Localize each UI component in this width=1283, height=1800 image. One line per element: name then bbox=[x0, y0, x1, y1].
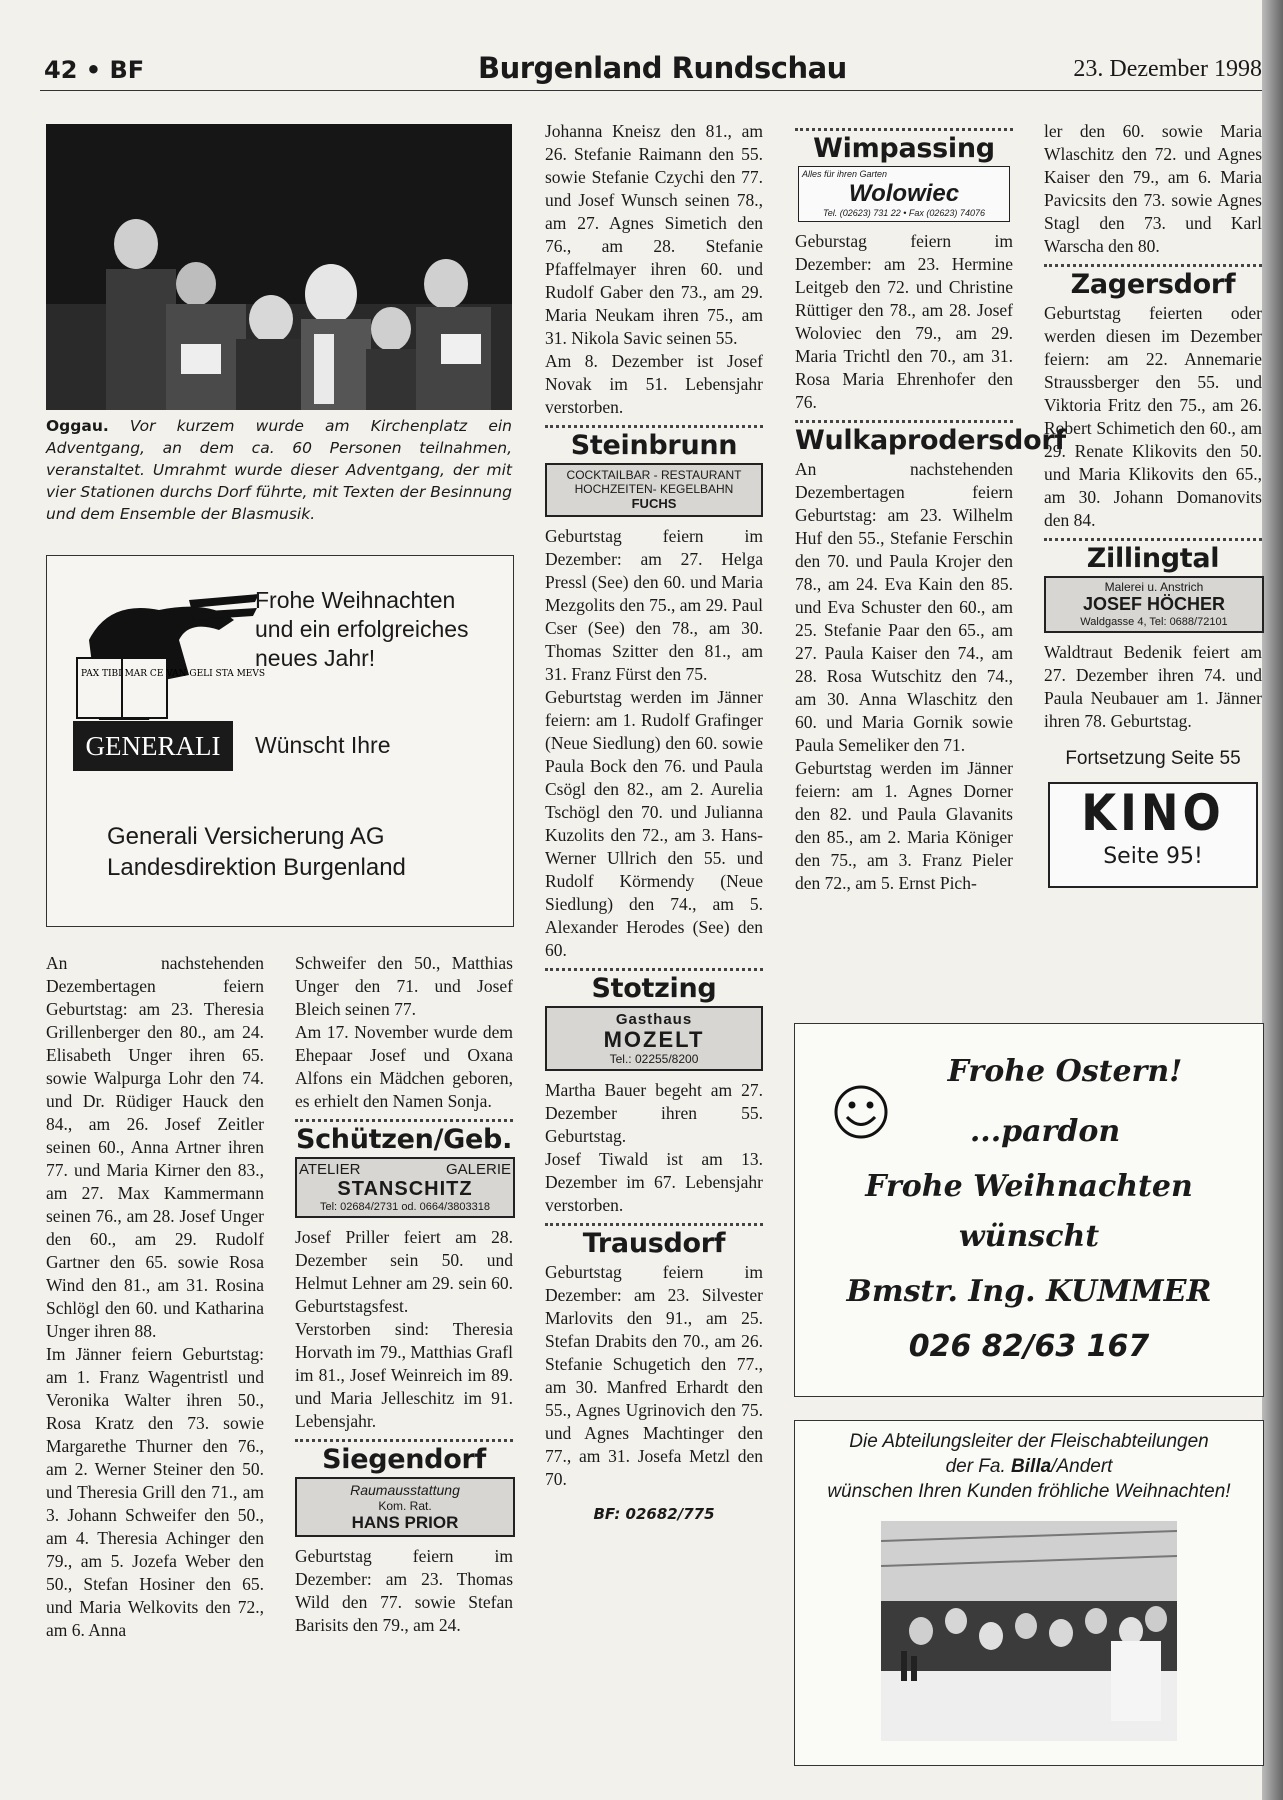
ad-mozelt-line1: Gasthaus bbox=[615, 1011, 693, 1028]
dotted-divider bbox=[1044, 264, 1262, 267]
billa-line-1: Die Abteilungsleiter der Fleischabteilungen bbox=[849, 1431, 1209, 1452]
ad-fuchs-line1: COCKTAILBAR - RESTAURANT bbox=[566, 468, 742, 482]
right-edge-shadow bbox=[1262, 0, 1283, 1800]
ad-hoecher-line1: Malerei u. Anstrich bbox=[1104, 580, 1204, 594]
photo-people-illustration bbox=[46, 124, 512, 410]
kummer-ad bbox=[794, 1023, 1264, 1397]
ad-mozelt-name: MOZELT bbox=[603, 1027, 705, 1052]
ad-fuchs-name: FUCHS bbox=[631, 496, 677, 511]
kummer-line-5: Bmstr. Ing. KUMMER bbox=[846, 1274, 1212, 1309]
col3-paragraph-5: Martha Bauer begeht am 27. Dezember ihren 55. Geburtstag. bbox=[545, 1080, 763, 1146]
kummer-line-6: 026 82/63 167 bbox=[908, 1329, 1150, 1364]
ad-mozelt-tel: Tel.: 02255/8200 bbox=[609, 1052, 699, 1066]
column-4 bbox=[795, 120, 1066, 895]
generali-logo-text: GENERALI bbox=[85, 731, 221, 761]
generali-greeting-1: Frohe Weihnachten bbox=[255, 587, 456, 613]
col1-paragraph-2: Im Jänner feiern Geburtstag: am 1. Franz Wagentristl und Veronika Walter ihren 50., Rosa Kratz den 73. sowie Margarethe Thurner den 76., am 2. Werner Steiner den 50. und Theresia Grill den 71., am 3. Johann Schweifer den 50., am 4. Theresia Achinger den 79., am 5. Jozefa Weber den 50., Stefan Hosiner den 65. und Maria Welkovits den 72., am 6. Anna bbox=[46, 1344, 264, 1640]
generali-logo-box bbox=[73, 721, 233, 771]
col2-paragraph-4: Verstorben sind: Theresia Horvath im 79., Matthias Grafl im 81., Josef Weinreich im 89. und Maria Jelleschitz im 91. Lebensjahr. bbox=[295, 1319, 513, 1431]
ad-hans-prior bbox=[295, 1477, 515, 1537]
caption-place: Oggau. bbox=[46, 417, 109, 435]
kino-logo: KINO bbox=[1081, 784, 1225, 842]
dotted-divider bbox=[795, 420, 1013, 423]
col3-paragraph-1: Johanna Kneisz den 81., am 26. Stefanie Raimann den 55. sowie Stefanie Czychi den 77. und Josef Wunsch seinen 78., am 27. Agnes Simetich den 76., am 28. Stefanie Pfaffelmayer ihren 60. und Rudolf Gaber den 73., am 29. Maria Neukam ihren 75., am 31. Nikola Savic seinen 55. bbox=[545, 121, 763, 348]
kummer-line-4: wünscht bbox=[958, 1219, 1100, 1254]
issue-date: 23. Dezember 1998 bbox=[1073, 56, 1262, 82]
ad-fuchs bbox=[545, 463, 763, 517]
dotted-divider bbox=[295, 1439, 513, 1442]
smiley-icon bbox=[833, 1084, 889, 1140]
generali-ad bbox=[46, 555, 514, 927]
billa-line-3: wünschen Ihren Kunden fröhliche Weihnachten! bbox=[827, 1481, 1231, 1502]
generali-wish: Wünscht Ihre bbox=[255, 732, 391, 758]
photo-caption bbox=[46, 415, 512, 525]
ad-prior-name: HANS PRIOR bbox=[351, 1513, 459, 1532]
ad-stanschitz-tel: Tel: 02684/2731 od. 0664/3803318 bbox=[319, 1201, 491, 1213]
heading-steinbrunn: Steinbrunn bbox=[570, 430, 738, 461]
heading-schuetzen: Schützen/Geb. bbox=[295, 1124, 513, 1155]
book-text: PAX TIBI MAR CE VAN GELI STA MEVS bbox=[81, 669, 266, 679]
kino-box bbox=[1048, 782, 1258, 888]
ad-wolowiec-tel: Tel. (02623) 731 22 • Fax (02623) 74076 bbox=[823, 208, 985, 218]
kummer-line-2: ...pardon bbox=[969, 1114, 1121, 1149]
column-3 bbox=[545, 120, 763, 1526]
col3-paragraph-6: Josef Tiwald ist am 13. Dezember im 67. Lebensjahr verstorben. bbox=[545, 1149, 763, 1215]
ad-fuchs-line2: HOCHZEITEN- KEGELBAHN bbox=[574, 482, 734, 496]
billa-photo-illustration bbox=[881, 1521, 1177, 1741]
ad-stanschitz-atelier: ATELIER bbox=[299, 1161, 361, 1178]
ad-wolowiec bbox=[798, 166, 1010, 222]
column-2 bbox=[295, 952, 513, 1637]
col4-paragraph-2: An nachstehenden Dezembertagen feiern Geburtstag: am 23. Wilhelm Huf den 55., Stefanie Ferschin den 70. und Paula Krojer den 78., am 24. Eva Kain den 85. und Eva Schuster den 60., am 25. Stefanie Paar den 65., am 27. Paula Kaiser den 74., am 28. Rosa Wutschitz den 74., am 30. Anna Wlaschitz den 60. und Maria Gornik sowie Paula Semeliker den 71. bbox=[795, 459, 1013, 755]
kino-page: Seite 95! bbox=[1103, 844, 1203, 869]
kummer-line-3: Frohe Weihnachten bbox=[865, 1169, 1193, 1204]
generali-company-2: Landesdirektion Burgenland bbox=[107, 854, 406, 881]
dotted-divider bbox=[295, 1119, 513, 1122]
col2-paragraph-1: Schweifer den 50., Matthias Unger den 71. und Josef Bleich seinen 77. bbox=[295, 953, 513, 1019]
kummer-line-1: Frohe Ostern! bbox=[947, 1054, 1183, 1089]
column-5 bbox=[1044, 120, 1262, 888]
col3-paragraph-4: Geburtstag werden im Jänner feiern: am 1. Rudolf Grafinger (Neue Siedlung) den 60. sowie Paula Bock den 76. und Paula Csögl den 82., am 2. Aurelia Tschögl den 70. und Julianna Kuzolits den 72., am 3. Hans-Werner Ullrich den 55. und Rudolf Körmendy (Neue Siedlung) den 74., am 5. Alexander Herodes (See) den 60. bbox=[545, 687, 763, 960]
col2-paragraph-2: Am 17. November wurde dem Ehepaar Josef und Oxana Alfons ein Mädchen geboren, es erhielt den Namen Sonja. bbox=[295, 1022, 513, 1111]
col2-paragraph-5: Geburtstag feiern im Dezember: am 23. Thomas Wild den 77. sowie Stefan Barisits den 79., am 24. bbox=[295, 1546, 513, 1635]
billa-brand: Billa bbox=[1011, 1456, 1052, 1477]
ad-prior-line2: Kom. Rat. bbox=[378, 1499, 432, 1513]
billa-line-2 bbox=[795, 1454, 1263, 1479]
generali-greeting-2: und ein erfolgreiches bbox=[255, 616, 469, 642]
heading-siegendorf: Siegendorf bbox=[322, 1444, 486, 1475]
generali-company-1: Generali Versicherung AG bbox=[107, 823, 385, 850]
heading-zagersdorf: Zagersdorf bbox=[1070, 269, 1236, 300]
ad-mozelt bbox=[545, 1006, 763, 1071]
generali-greeting-3: neues Jahr! bbox=[255, 645, 376, 671]
newspaper-title: Burgenland Rundschau bbox=[478, 51, 847, 85]
header-dot: • bbox=[85, 56, 102, 84]
photo-adventgang bbox=[46, 124, 512, 410]
page-header bbox=[40, 50, 1262, 91]
dotted-divider bbox=[795, 128, 1013, 131]
col1-paragraph-1: An nachstehenden Dezembertagen feiern Geburtstag: am 23. Theresia Grillenberger den 80., am 24. Elisabeth Unger ihren 65. sowie Walpurga Lohr den 74. und Dr. Rüdiger Hauck den 84., am 26. Josef Zeitler seinen 60., Anna Artner ihren 77. und Maria Kirner den 83., am 27. Max Kammermann seinen 76., am 28. Josef Unger den 60., am 29. Rudolf Gartner den 65. sowie Rosa Wind den 81., am 31. Rosina Schlögl den 60. und Katharina Unger ihren 88. bbox=[46, 953, 264, 1341]
generali-lion-logo bbox=[69, 580, 269, 730]
col3-paragraph-7: Geburtstag feiern im Dezember: am 23. Silvester Marlovits den 91., am 25. Stefan Drabits den 70., am 26. Stefanie Schugetich den 77., am 30. Manfred Erhardt den 55., Agnes Ugrinovich den 75. und Agnes Machtinger den 77., am 31. Josefa Metzl den 70. bbox=[545, 1262, 763, 1489]
billa-group-photo bbox=[881, 1521, 1177, 1741]
section-code: BF bbox=[109, 56, 145, 84]
col3-paragraph-2: Am 8. Dezember ist Josef Novak im 51. Lebensjahr verstorben. bbox=[545, 351, 763, 417]
column-oggau-births bbox=[46, 952, 264, 1642]
col5-paragraph-1: ler den 60. sowie Maria Wlaschitz den 72. und Agnes Kaiser den 79., am 6. Maria Pavicsits den 73. sowie Agnes Stagl den 73. und Karl Warscha den 80. bbox=[1044, 121, 1262, 256]
heading-zillingtal: Zillingtal bbox=[1086, 543, 1220, 574]
col3-paragraph-3: Geburtstag feiern im Dezember: am 27. Helga Pressl (See) den 60. und Maria Mezgolits den 75., am 29. Paul Cser (See) den 78., am 30. Thomas Szitter den 81., am 31. Franz Fürst den 75. bbox=[545, 526, 763, 684]
continuation-note: Fortsetzung Seite 55 bbox=[1065, 748, 1241, 769]
billa-line-2-pre: der Fa. bbox=[945, 1456, 1006, 1477]
dotted-divider bbox=[545, 425, 763, 428]
dotted-divider bbox=[545, 1223, 763, 1226]
ad-stanschitz bbox=[295, 1157, 515, 1218]
billa-ad bbox=[794, 1420, 1264, 1766]
billa-line-2-post: /Andert bbox=[1051, 1456, 1113, 1477]
caption-text: Vor kurzem wurde am Kirchenplatz ein Adventgang, an dem ca. 60 Personen teilnahmen, veranstaltet. Umrahmt wurde dieser Adventgang, der mit vier Stationen durchs Dorf führte, mit Texten der Besinnung und dem Ensemble der Blasmusik. bbox=[46, 417, 512, 523]
footer-phone: BF: 02682/775 bbox=[593, 1505, 715, 1523]
dotted-divider bbox=[1044, 538, 1262, 541]
col5-paragraph-3: Waldtraut Bedenik feiert am 27. Dezember ihren 74. und Paula Neubauer am 1. Jänner ihren 78. Geburtstag. bbox=[1044, 642, 1262, 731]
heading-trausdorf: Trausdorf bbox=[582, 1228, 726, 1259]
ad-prior-line1: Raumausstattung bbox=[350, 1482, 460, 1498]
ad-hoecher-name: JOSEF HÖCHER bbox=[1082, 594, 1226, 614]
col4-paragraph-3: Geburtstag werden im Jänner feiern: am 1. Agnes Dorner den 82. und Paula Glavanits den 85., am 2. Maria Königer den 75., am 3. Franz Pieler den 72., am 5. Ernst Pich- bbox=[795, 758, 1013, 893]
ad-stanschitz-galerie: GALERIE bbox=[445, 1161, 511, 1178]
page-number: 42 bbox=[44, 56, 78, 84]
ad-hoecher bbox=[1044, 576, 1264, 633]
heading-stotzing: Stotzing bbox=[591, 973, 717, 1004]
col5-paragraph-2: Geburtstag feierten oder werden diesen im Dezember feiern: am 22. Annemarie Straussberger den 55. und Viktoria Fritz den 75., am 26. Robert Schimetich den 60., am 29. Renate Klikovits den 50. und Maria Klikovits den 65., am 30. Johann Domanovits den 84. bbox=[1044, 303, 1262, 530]
heading-wimpassing: Wimpassing bbox=[813, 133, 995, 164]
col4-paragraph-1: Geburstag feiern im Dezember: am 23. Hermine Leitgeb den 72. und Christine Rüttiger den 78., am 28. Josef Woloviec den 79., am 29. Maria Trichtl den 70., am 31. Rosa Maria Ehrenhofer den 76. bbox=[795, 231, 1013, 412]
ad-wolowiec-name: Wolowiec bbox=[848, 180, 960, 207]
heading-wulkaprodersdorf: Wulkaprodersdorf bbox=[795, 425, 1066, 456]
ad-stanschitz-name: STANSCHITZ bbox=[337, 1178, 473, 1200]
ad-wolowiec-top: Alles für ihren Garten bbox=[802, 169, 888, 179]
ad-hoecher-tel: Waldgasse 4, Tel: 0688/72101 bbox=[1080, 616, 1228, 628]
col2-paragraph-3: Josef Priller feiert am 28. Dezember sein 50. und Helmut Lehner am 29. sein 60. Geburtstagsfest. bbox=[295, 1227, 513, 1316]
dotted-divider bbox=[545, 968, 763, 971]
